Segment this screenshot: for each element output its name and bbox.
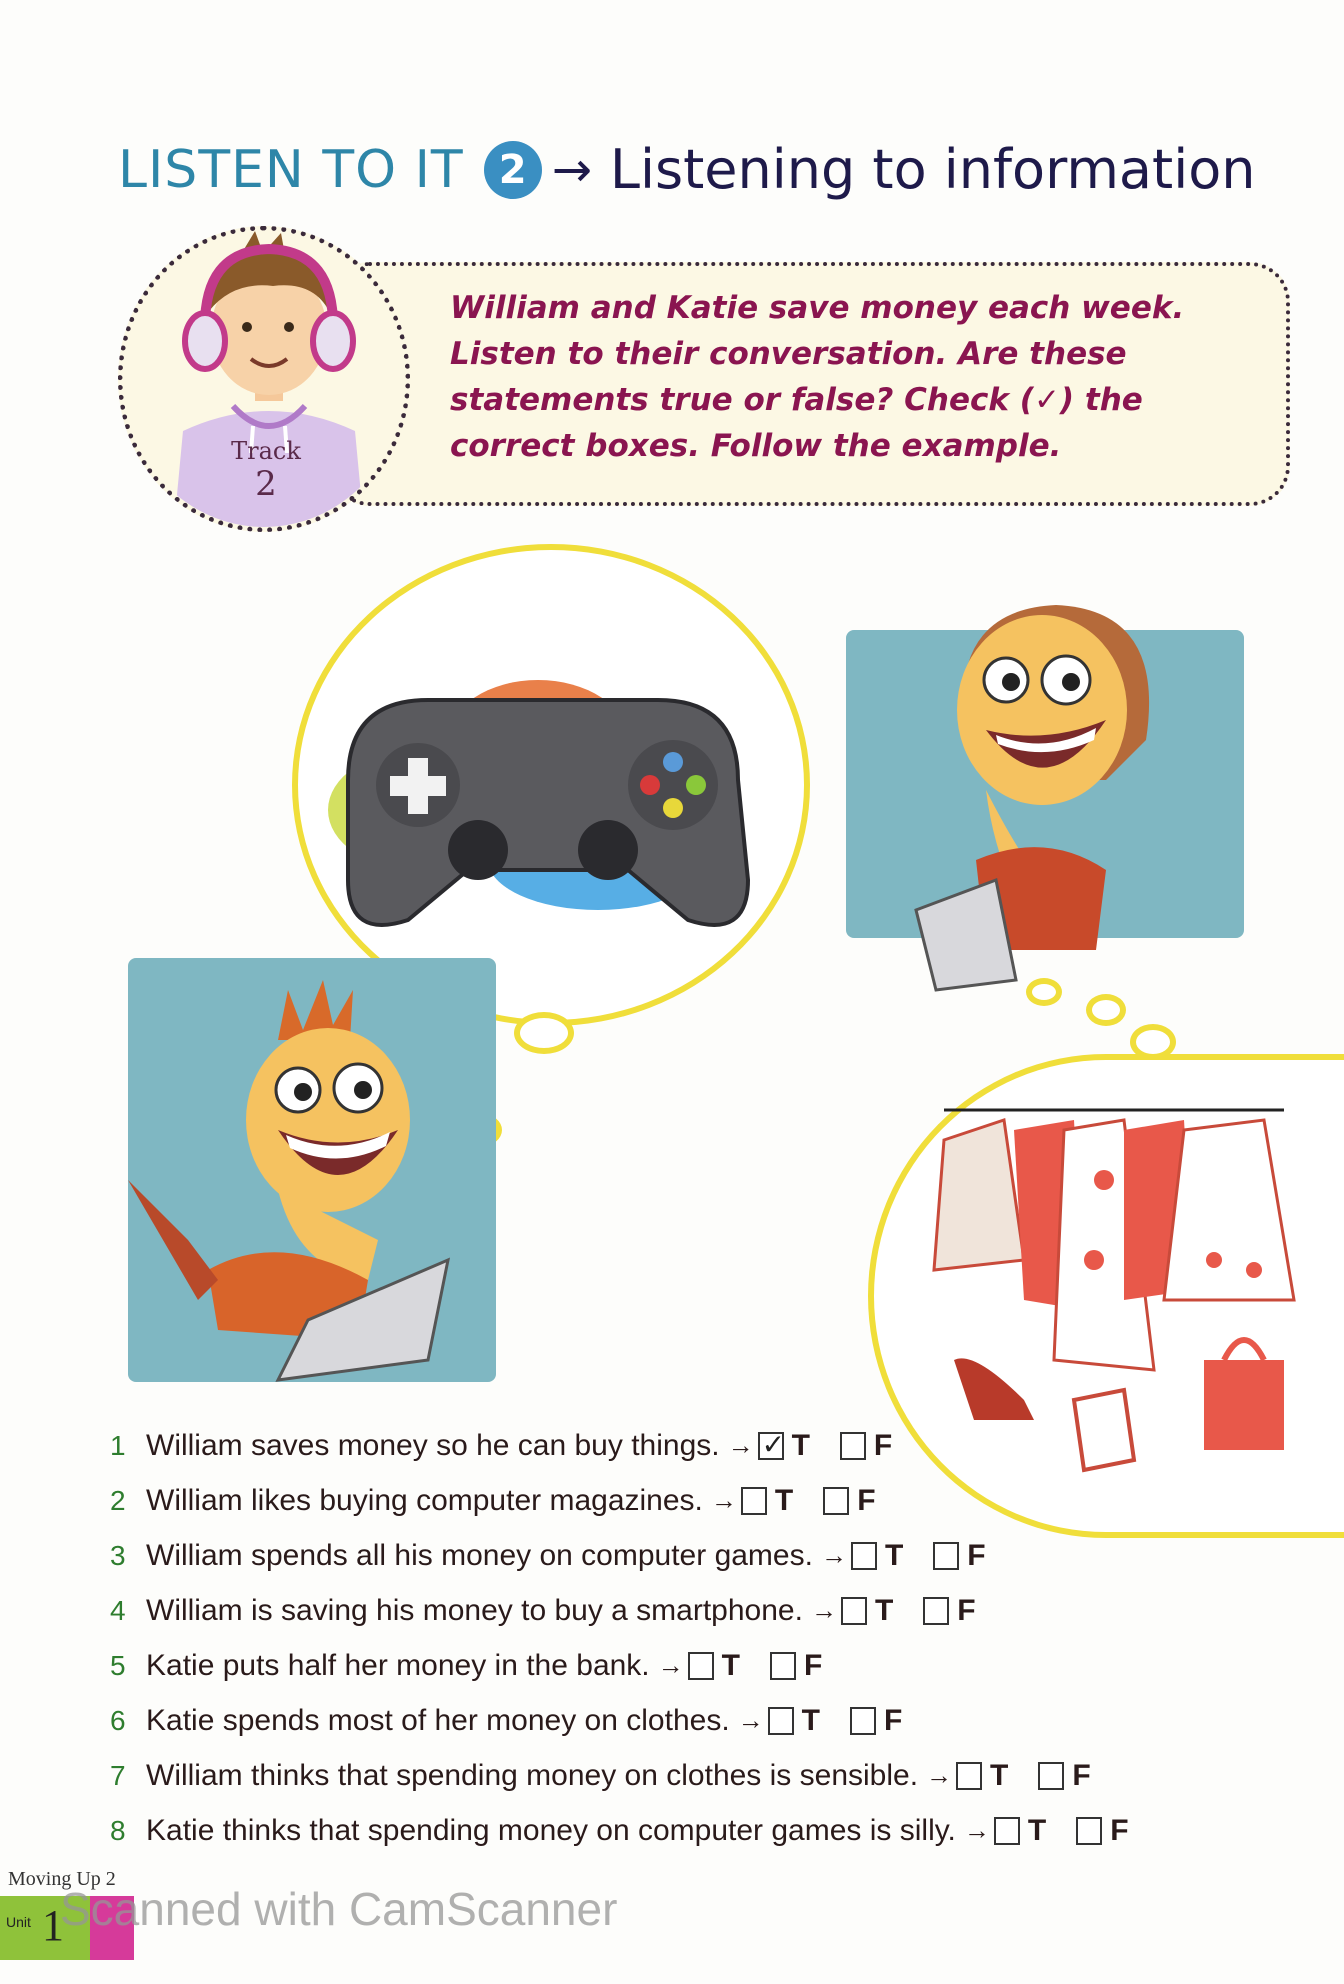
unit-word: Unit — [6, 1914, 31, 1930]
list-item — [110, 1803, 1290, 1858]
true-checkbox[interactable] — [841, 1597, 867, 1625]
question-text: Katie puts half her money in the bank. — [146, 1648, 650, 1682]
false-label: F — [883, 1703, 903, 1737]
true-checkbox[interactable] — [768, 1707, 794, 1735]
question-number: 5 — [110, 1649, 126, 1681]
game-controller-illustration — [298, 550, 804, 1020]
true-checkbox[interactable] — [851, 1542, 877, 1570]
title-listen-to-it: LISTEN TO IT — [118, 139, 464, 200]
false-label: F — [803, 1648, 823, 1682]
true-label: T — [791, 1428, 810, 1462]
question-text: William saves money so he can buy things. — [146, 1428, 720, 1462]
arrow-icon: → — [710, 1485, 737, 1515]
book-title: Moving Up 2 — [8, 1868, 116, 1890]
list-item — [110, 1528, 1290, 1583]
camscanner-watermark: Scanned with CamScanner — [60, 1883, 618, 1935]
false-label: F — [1110, 1813, 1129, 1847]
title-subtitle: Listening to information — [609, 138, 1256, 201]
track-number: 2 — [255, 464, 277, 504]
question-text: William likes buying computer magazines. — [146, 1483, 703, 1517]
true-label: T — [874, 1593, 894, 1627]
page-title — [118, 138, 1255, 201]
question-text: William is saving his money to buy a smartphone. — [146, 1593, 803, 1627]
false-checkbox[interactable] — [1038, 1762, 1064, 1790]
unit-number: 1 — [42, 1901, 64, 1950]
katie-illustration — [846, 570, 1266, 1010]
false-checkbox[interactable] — [1076, 1817, 1102, 1845]
thought-bubble-controller — [292, 544, 810, 1026]
list-item — [110, 1748, 1290, 1803]
question-number: 3 — [110, 1539, 126, 1571]
false-label: F — [957, 1593, 976, 1627]
thought-bubble-dot — [1026, 978, 1062, 1006]
arrow-icon: → — [963, 1815, 990, 1845]
thought-bubble-dot — [1086, 994, 1126, 1026]
question-text: William thinks that spending money on clothes is sensible. — [146, 1758, 919, 1792]
false-checkbox[interactable] — [840, 1432, 866, 1460]
question-list — [110, 1418, 1290, 1858]
true-label: T — [774, 1483, 794, 1517]
false-checkbox[interactable] — [770, 1652, 796, 1680]
list-item — [110, 1638, 1290, 1693]
list-item — [110, 1418, 1290, 1473]
false-checkbox[interactable] — [923, 1597, 949, 1625]
arrow-icon: → — [820, 1540, 847, 1570]
true-label: T — [1027, 1813, 1047, 1847]
true-checkbox[interactable] — [688, 1652, 714, 1680]
question-number: 6 — [110, 1704, 126, 1736]
list-item — [110, 1693, 1290, 1748]
thought-bubble-dot — [514, 1012, 574, 1054]
false-label: F — [857, 1483, 876, 1517]
false-label: F — [873, 1428, 893, 1462]
william-illustration — [128, 980, 508, 1400]
true-label: T — [801, 1703, 820, 1737]
true-label: T — [990, 1758, 1009, 1792]
true-label: T — [721, 1648, 740, 1682]
arrow-icon: → — [810, 1595, 837, 1625]
question-number: 7 — [110, 1759, 126, 1791]
false-label: F — [1072, 1758, 1091, 1792]
question-text: Katie spends most of her money on clothes. — [146, 1703, 730, 1737]
true-checkbox[interactable] — [994, 1817, 1020, 1845]
false-checkbox[interactable] — [933, 1542, 959, 1570]
question-text: Katie thinks that spending money on computer games is silly. — [146, 1813, 956, 1847]
true-checkbox[interactable] — [758, 1432, 784, 1460]
false-checkbox[interactable] — [823, 1487, 849, 1515]
true-label: T — [884, 1538, 904, 1572]
arrow-icon: → — [926, 1760, 953, 1790]
arrow-icon: → — [727, 1430, 754, 1460]
list-item — [110, 1583, 1290, 1638]
question-number: 1 — [110, 1429, 126, 1461]
false-label: F — [967, 1538, 986, 1572]
instruction-text: William and Katie save money each week. Listen to their conversation. Are these statements true or false? Check (✓) the correct boxes. Follow the example. — [450, 290, 1185, 464]
question-text: William spends all his money on computer games. — [146, 1538, 813, 1572]
question-number: 4 — [110, 1594, 126, 1626]
question-number: 2 — [110, 1484, 126, 1516]
arrow-icon: → — [657, 1650, 684, 1680]
track-label — [226, 436, 306, 502]
track-word: Track — [231, 437, 301, 465]
list-item — [110, 1473, 1290, 1528]
true-checkbox[interactable] — [956, 1762, 982, 1790]
arrow-icon: → — [551, 141, 592, 198]
false-checkbox[interactable] — [850, 1707, 876, 1735]
question-number: 8 — [110, 1814, 126, 1846]
true-checkbox[interactable] — [741, 1487, 767, 1515]
arrow-icon: → — [737, 1705, 764, 1735]
exercise-number-badge: 2 — [484, 141, 542, 199]
